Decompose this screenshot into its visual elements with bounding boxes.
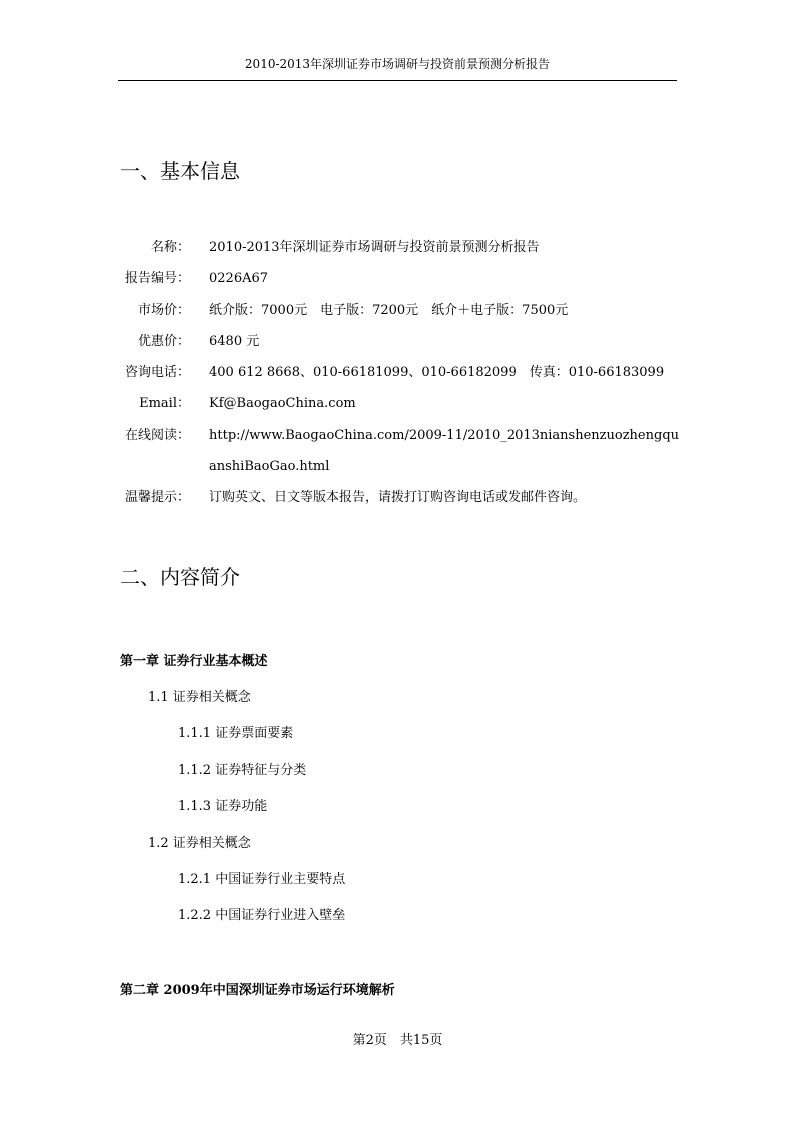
info-row-code	[118, 269, 678, 289]
info-row-email	[118, 394, 678, 414]
discount-value: 6480 元	[209, 334, 260, 349]
toc-section-1-1: 1.1 证券相关概念	[148, 690, 251, 705]
code-value: 0226A67	[209, 271, 269, 286]
toc-section-1-2: 1.2 证券相关概念	[148, 836, 251, 851]
info-row-phone	[118, 363, 678, 383]
tip-label: 温馨提示：	[124, 490, 190, 505]
toc-section-1-1-2: 1.1.2 证券特征与分类	[178, 763, 307, 778]
info-row-name	[118, 238, 678, 258]
email-value[interactable]: Kf@BaogaoChina.com	[209, 396, 356, 411]
price-label: 市场价：	[137, 303, 190, 318]
code-label: 报告编号：	[124, 271, 190, 286]
info-row-price	[118, 301, 678, 321]
phone-value: 400 612 8668、010-66181099、010-66182099 传真：010-66183099	[209, 365, 665, 380]
section-title-basic-info: 一、基本信息	[120, 159, 240, 183]
info-row-online	[118, 426, 680, 474]
tip-value: 订购英文、日文等版本报告，请拨打订购咨询电话或发邮件咨询。	[209, 490, 587, 505]
email-label: Email：	[139, 396, 190, 411]
discount-label: 优惠价：	[137, 334, 190, 349]
online-url-link[interactable]: http://www.BaogaoChina.com/2009-11/2010_2013nianshenzuozhengquanshiBaoGao.html	[209, 428, 680, 474]
page-footer: 第2页 共15页	[352, 1033, 443, 1048]
toc-section-1-1-3: 1.1.3 证券功能	[178, 799, 268, 814]
toc-section-1-2-1: 1.2.1 中国证券行业主要特点	[178, 872, 346, 887]
phone-label: 咨询电话：	[124, 365, 190, 380]
header-divider	[118, 80, 677, 81]
toc-chapter-2: 第二章 2009年中国深圳证券市场运行环境解析	[120, 983, 395, 998]
toc-chapter-1: 第一章 证券行业基本概述	[120, 654, 268, 669]
name-label: 名称：	[150, 240, 190, 255]
online-label: 在线阅读：	[124, 428, 190, 443]
info-row-tip	[118, 488, 678, 508]
toc-section-1-1-1: 1.1.1 证券票面要素	[178, 726, 294, 741]
info-row-discount	[118, 332, 678, 352]
toc-section-1-2-2: 1.2.2 中国证券行业进入壁垒	[178, 908, 346, 923]
section-title-summary: 二、内容简介	[120, 565, 240, 589]
page-header: 2010-2013年深圳证券市场调研与投资前景预测分析报告	[244, 57, 551, 71]
name-value: 2010-2013年深圳证券市场调研与投资前景预测分析报告	[209, 240, 540, 255]
price-value: 纸介版：7000元 电子版：7200元 纸介＋电子版：7500元	[209, 303, 569, 318]
